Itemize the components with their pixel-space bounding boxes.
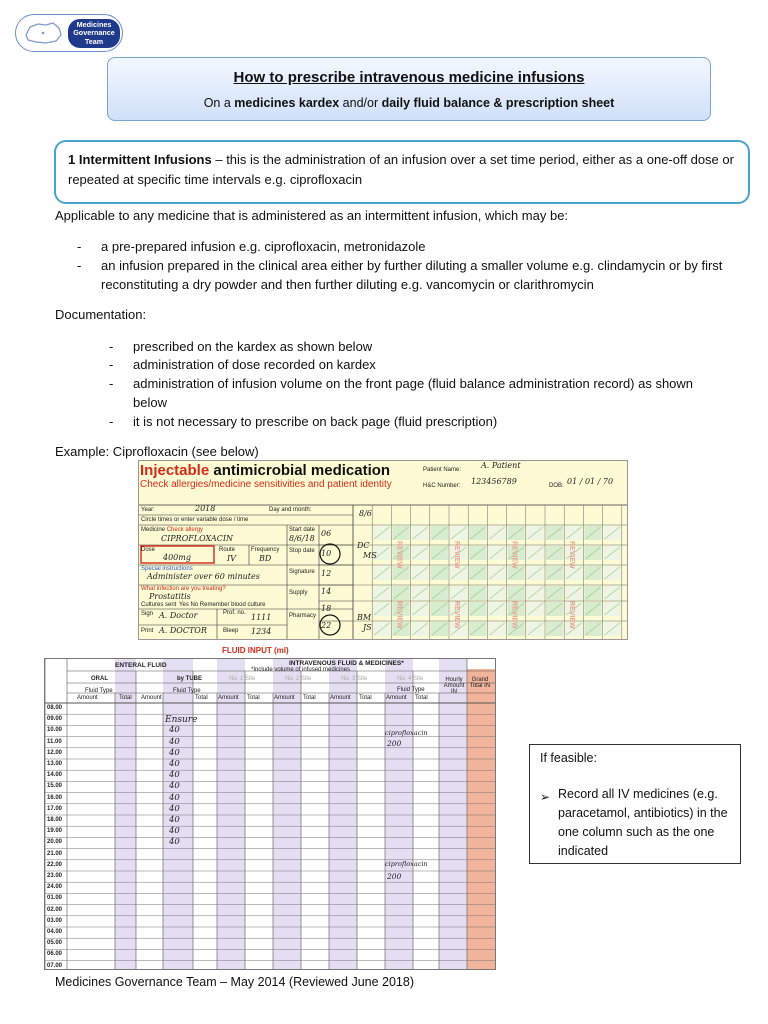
hour-label: 08.00 bbox=[47, 705, 63, 711]
cipro2-amount: 200 bbox=[387, 872, 402, 881]
tube-amount: 40 bbox=[169, 770, 180, 781]
hour-label: 20.00 bbox=[47, 839, 63, 846]
hour-label: 01.00 bbox=[47, 895, 63, 902]
oral-amount-head: Amount bbox=[77, 695, 98, 701]
hour-label: 11.00 bbox=[47, 738, 62, 745]
frequency-label: Frequency bbox=[251, 547, 280, 553]
tube-amount: 40 bbox=[169, 736, 180, 747]
infection-value: Prostatitis bbox=[149, 592, 191, 601]
circle-label: Circle times or enter variable dose / time bbox=[141, 517, 249, 523]
review-label: REVIEW bbox=[395, 601, 403, 629]
bleep-label: Bleep bbox=[223, 628, 239, 634]
dob-value: 01 / 01 / 70 bbox=[567, 477, 614, 486]
stop-label: Stop date bbox=[289, 548, 315, 554]
site1-label: No. 1 Site bbox=[229, 676, 256, 682]
list-item: - administration of infusion volume on the front page (fluid balance administration record) as shown below bbox=[109, 376, 694, 410]
supply-label: Supply bbox=[289, 590, 308, 596]
list-item: - administration of dose recorded on kardex bbox=[109, 357, 376, 372]
hc-label: H&C Number: bbox=[423, 483, 461, 489]
print-value: A. DOCTOR bbox=[159, 626, 207, 635]
list-item: - prescribed on the kardex as shown below bbox=[109, 339, 373, 354]
iv-label: INTRAVENOUS FLUID & MEDICINES* bbox=[289, 660, 404, 667]
oral-fluid-type: Fluid Type bbox=[85, 688, 113, 694]
page-header bbox=[107, 57, 711, 121]
site4-label: No. 4 Site bbox=[397, 676, 424, 682]
feasible-box bbox=[529, 744, 741, 864]
list-item: - a pre-prepared infusion e.g. ciprofloxacin, metronidazole bbox=[77, 239, 426, 254]
list-item: - it is not necessary to prescribe on back page (fluid prescription) bbox=[109, 414, 498, 429]
tube-label: by TUBE bbox=[177, 676, 203, 682]
intermittent-heading: 1 Intermittent Infusions bbox=[68, 152, 212, 167]
tube-amount: 40 bbox=[169, 747, 180, 758]
logo-text: Medicines Governance Team bbox=[68, 19, 120, 48]
fluid-grid bbox=[45, 659, 496, 970]
tube-amount: 40 bbox=[169, 826, 180, 837]
route-label: Route bbox=[219, 547, 236, 553]
review-label: REVIEW bbox=[510, 541, 518, 569]
cipro1-amount: 200 bbox=[387, 739, 402, 748]
review-label: REVIEW bbox=[568, 601, 576, 629]
review-label: REVIEW bbox=[510, 601, 518, 629]
footer: Medicines Governance Team – May 2014 (Reviewed June 2018) bbox=[55, 975, 414, 989]
ensure-value: Ensure bbox=[165, 715, 198, 725]
patient-name-value: A. Patient bbox=[481, 461, 521, 470]
tube-amount: 40 bbox=[169, 759, 180, 769]
route-value: IV bbox=[227, 554, 236, 563]
site4-amount-head: Amount bbox=[386, 695, 407, 701]
hour-label: 22.00 bbox=[47, 861, 63, 868]
dob-label: DOB: bbox=[549, 483, 564, 489]
cipro2-value: ciprofloxacin bbox=[385, 860, 428, 868]
applicable-text: Applicable to any medicine that is administered as an intermittent infusion, which may be: bbox=[55, 208, 569, 223]
dose-label: Dose bbox=[141, 547, 156, 553]
page-title: How to prescribe intravenous medicine infusions bbox=[233, 69, 585, 86]
hourly-label: Hourly Amount IN bbox=[443, 677, 465, 695]
review-label: REVIEW bbox=[568, 541, 576, 569]
tube-fluid-type: Fluid Type bbox=[173, 688, 201, 694]
frequency-value: BD bbox=[259, 554, 272, 563]
cultures-options: Yes No Remember blood culture bbox=[179, 602, 266, 608]
cultures-label: Cultures sent bbox=[141, 602, 177, 608]
special-label: Special instructions bbox=[141, 566, 193, 572]
start-label: Start date bbox=[289, 527, 316, 533]
site2-label: No. 2 Site bbox=[285, 676, 312, 682]
patient-name-label: Patient Name: bbox=[423, 467, 462, 473]
ms-value: MS bbox=[363, 551, 377, 560]
review-label: REVIEW bbox=[453, 541, 460, 569]
review-label: REVIEW bbox=[395, 541, 403, 569]
hour-label: 24.00 bbox=[47, 884, 63, 891]
sign-value: A. Doctor bbox=[159, 611, 198, 620]
prof-label: Prof. no. bbox=[223, 610, 246, 616]
antimicrobial-form bbox=[138, 460, 628, 640]
js-value: JS bbox=[363, 623, 372, 632]
print-label: Print bbox=[141, 628, 154, 634]
hour-label: 12.00 bbox=[47, 749, 63, 756]
daymonth-label: Day and month: bbox=[269, 507, 312, 513]
site2-amount-head: Amount bbox=[274, 695, 295, 701]
prof-value: 1111 bbox=[251, 613, 272, 622]
dc-value: DC bbox=[357, 541, 370, 550]
site3-amount-head: Amount bbox=[330, 695, 351, 701]
hour-label: 18.00 bbox=[47, 817, 63, 823]
site4-total-head: Total bbox=[415, 695, 428, 701]
time-18: 18 bbox=[321, 604, 332, 613]
map-icon bbox=[22, 21, 64, 46]
logo bbox=[15, 14, 123, 52]
daymonth-value: 8/6 bbox=[359, 509, 372, 518]
example-label: Example: Ciprofloxacin (see below) bbox=[55, 444, 259, 459]
intermittent-text: – this is the administration of an infusion over a set time period, either as a one-off dose or repeated at specific time intervals e.g. ciprofloxacin bbox=[68, 152, 734, 187]
tube-amount: 40 bbox=[169, 792, 180, 803]
page-subtitle: On a medicines kardex and/or daily fluid balance & prescription sheet bbox=[203, 96, 615, 110]
medicine-value: CIPROFLOXACIN bbox=[161, 534, 233, 543]
fluid-title: FLUID INPUT (ml) bbox=[222, 646, 289, 655]
intermittent-infusions-box bbox=[54, 140, 750, 204]
hour-label: 17.00 bbox=[47, 805, 63, 812]
site1-total-head: Total bbox=[247, 695, 260, 701]
cipro1-value: ciprofloxacin bbox=[385, 729, 428, 737]
tube-amount: 40 bbox=[169, 725, 180, 736]
hour-label: 14.00 bbox=[47, 772, 63, 779]
arrow-bullet-icon: ➢ bbox=[540, 790, 551, 804]
feasible-text: Record all IV medicines (e.g. paracetamol, antibiotics) in the one column such as the one indicated bbox=[558, 787, 728, 858]
hour-label: 16.00 bbox=[47, 794, 63, 801]
bleep-value: 1234 bbox=[251, 627, 272, 636]
tube-amount: 40 bbox=[169, 781, 180, 792]
tube-amount: 40 bbox=[169, 815, 180, 825]
tube-amount-head: Amount bbox=[141, 695, 162, 701]
review-label: REVIEW bbox=[453, 601, 460, 629]
time-10: 10 bbox=[321, 549, 332, 558]
oral-label: ORAL bbox=[91, 676, 108, 682]
signature-label: Signature bbox=[289, 569, 315, 575]
start-value: 8/6/18 bbox=[289, 534, 315, 543]
dose-value: 400mg bbox=[163, 553, 191, 562]
bm-value: BM bbox=[357, 613, 372, 622]
infection-label: What infection are you treating? bbox=[141, 586, 226, 592]
hour-label: 21.00 bbox=[47, 850, 63, 857]
pharmacy-label: Pharmacy bbox=[289, 613, 317, 619]
hour-label: 05.00 bbox=[47, 940, 63, 947]
hour-label: 06.00 bbox=[47, 951, 63, 958]
fluid-input-chart bbox=[44, 658, 496, 970]
time-22: 22 bbox=[321, 621, 332, 630]
hour-label: 03.00 bbox=[47, 917, 63, 924]
time-12: 12 bbox=[321, 569, 332, 578]
year-value: 2018 bbox=[195, 504, 216, 513]
hour-label: 10.00 bbox=[47, 727, 63, 734]
year-label: Year: bbox=[141, 507, 155, 513]
hour-label: 19.00 bbox=[47, 828, 63, 835]
site1-amount-head: Amount bbox=[218, 695, 239, 701]
hour-label: 04.00 bbox=[47, 929, 63, 935]
tube-total-head: Total bbox=[195, 695, 208, 701]
hour-label: 23.00 bbox=[47, 873, 63, 879]
hc-value: 123456789 bbox=[471, 477, 517, 486]
feasible-title: If feasible: bbox=[540, 751, 597, 765]
hour-label: 15.00 bbox=[47, 783, 63, 790]
site3-total-head: Total bbox=[359, 695, 372, 701]
iv-note: *Include volume of infused medicines bbox=[251, 667, 351, 673]
oral-total-head: Total bbox=[119, 695, 132, 701]
site3-label: No. 3 Site bbox=[341, 676, 368, 682]
tube-amount: 40 bbox=[169, 803, 180, 814]
form-check-text: Check allergies/medicine sensitivities and patient identity bbox=[140, 479, 392, 490]
documentation-label: Documentation: bbox=[55, 307, 147, 322]
sign-label: Sign bbox=[141, 611, 154, 617]
medicine-label: Medicine Check allergy bbox=[141, 527, 204, 533]
hour-label: 02.00 bbox=[47, 906, 63, 913]
hour-label: 13.00 bbox=[47, 761, 63, 767]
grand-label: Grand Total IN bbox=[469, 677, 491, 689]
enteral-label: ENTERAL FLUID bbox=[115, 662, 167, 669]
tube-amount: 40 bbox=[169, 837, 180, 848]
time-14: 14 bbox=[321, 587, 332, 596]
site4-fluid-type: Fluid Type bbox=[397, 687, 425, 693]
hour-label: 09.00 bbox=[47, 716, 63, 723]
form-title: Injectable antimicrobial medication bbox=[140, 462, 391, 479]
time-06: 06 bbox=[321, 529, 332, 538]
special-value: Administer over 60 minutes bbox=[147, 572, 260, 581]
hour-label: 07.00 bbox=[47, 962, 63, 969]
list-item: - an infusion prepared in the clinical area either by further diluting a smaller volume e.g. clindamycin or by first reconstituting a dry powder and then further diluting e.g. vancomycin or clarithromycin bbox=[77, 258, 723, 292]
site2-total-head: Total bbox=[303, 695, 316, 701]
form-grid bbox=[139, 461, 628, 640]
